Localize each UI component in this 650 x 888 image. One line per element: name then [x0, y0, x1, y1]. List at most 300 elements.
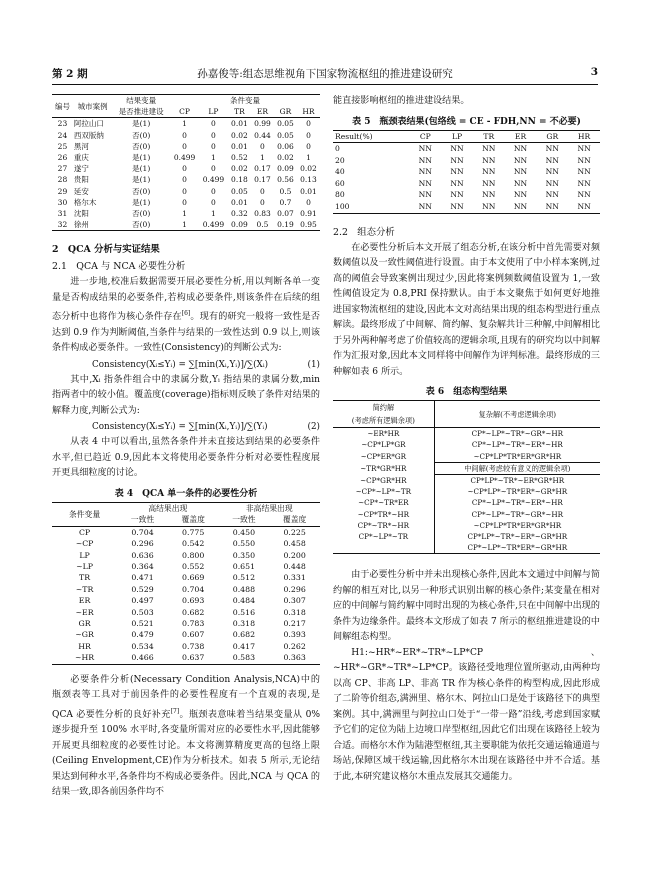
table-cell: 重庆 [73, 153, 89, 163]
table-cell: NN [450, 144, 464, 154]
table-cell: 29 [57, 186, 68, 196]
formula-1 [52, 357, 320, 373]
table-row [333, 178, 600, 190]
table-cell: 0.83 [254, 209, 271, 219]
table-row [52, 595, 320, 606]
table-cell: ~LP [76, 562, 94, 571]
table-cell: NN [418, 202, 432, 212]
table-cell: 0.497 [131, 596, 154, 606]
table-cell: 0.800 [182, 550, 205, 560]
table-row [333, 201, 600, 213]
parsimonious-solution: ~ER*HR [333, 428, 434, 440]
table-cell: 徐州 [73, 220, 89, 230]
t6-lh2: (考虑所有逻辑余项) [351, 416, 415, 426]
table-cell: 0.704 [131, 527, 154, 537]
table-cell: 1 [182, 220, 187, 230]
table-cell: 0.01 [300, 186, 317, 196]
table-cell: 0.07 [277, 209, 294, 219]
table-cell: NN [577, 202, 591, 212]
complex-solution: CP*~LP*~TR*~GR*~HR [471, 429, 564, 439]
table-cell: 100 [335, 202, 350, 212]
th-h2-4: ER [256, 107, 268, 117]
table-row [52, 208, 320, 219]
citation-7: [7] [170, 707, 180, 715]
table-cell: ~HR [74, 653, 95, 663]
table-cell: NN [482, 144, 496, 154]
paragraph-table4-summary: 从表 4 中可以看出,虽然各条件并未直接达到结果的必要条件水平,但已趋近 0.9,因此本文将使用必要条件分析对必要性程度展开更具细粒度的讨论。 [52, 437, 320, 479]
t4-h2-3: 覆盖度 [282, 515, 307, 525]
table-cell: 0 [260, 197, 265, 207]
table-cell: 31 [57, 209, 68, 219]
table-cell: 0 [211, 119, 216, 129]
table-row [333, 520, 600, 531]
table-cell: NN [545, 144, 559, 154]
th-h2-5: GR [279, 107, 292, 117]
table-cell: NN [545, 155, 559, 165]
formula-2-number: (2) [307, 422, 320, 433]
table-cell: 0.738 [182, 641, 205, 651]
table-row [333, 542, 600, 554]
formula-1-expr: Consistency(Xᵢ≤Yᵢ) = ∑[min(Xᵢ,Yᵢ)]∕∑(Xᵢ) [92, 359, 269, 370]
table-cell: NN [513, 144, 528, 154]
paragraph-continued: 能直接影响枢纽的推进建设结果。 [333, 96, 470, 106]
table-cell: 0.01 [231, 119, 248, 129]
intermediate-solution: CP*LP*~TR*~ER*~GR*HR [467, 531, 568, 541]
table-cell: 0.296 [283, 584, 306, 594]
table-row [52, 141, 320, 152]
table-row [52, 572, 320, 583]
table-cell: 0.02 [277, 153, 294, 163]
table-row [333, 462, 600, 474]
parsimonious-solution: CP*~TR*~HR [333, 520, 434, 531]
citation-6: [6] [181, 310, 191, 318]
table-cell: 是(1) [132, 175, 151, 185]
table-cell: 0.450 [232, 527, 256, 537]
table-row [333, 428, 600, 440]
table-cell: 0.484 [232, 596, 256, 606]
table-cell: 0.458 [283, 539, 306, 549]
table-cell: 1 [211, 209, 216, 219]
table-cell: 0 [211, 130, 216, 140]
table-cell: NN [418, 190, 432, 200]
table-cell: 西双版纳 [73, 130, 104, 140]
table-cell: 0.693 [182, 596, 205, 606]
left-column [52, 94, 320, 801]
table-cell: 1 [182, 119, 187, 129]
table-cell: 26 [57, 153, 68, 163]
table-row [52, 641, 320, 652]
p4-text: 必要条件分析(Necessary Condition Analysis,NCA)中的瓶颈表等工具对于前因条件的必要性程度有一个直观的表现,是 QCA 必要性分析的良好补充 [52, 674, 320, 720]
paragraph-coverage: 其中,Xᵢ 指条件组合中的隶属分数,Yᵢ 指结果的隶属分数,min 指两者中的较小值。覆盖度(coverage)指标则反映了条件对结果的解释力度,判断公式为: [52, 374, 320, 416]
table-cell: 贵阳 [73, 175, 89, 185]
table-row [52, 629, 320, 640]
table-cell: 沈阳 [73, 209, 89, 219]
bottleneck-table-body [333, 143, 600, 214]
table-cell: NN [482, 178, 496, 188]
intermediate-solution: CP*~LP*~TR*~GR*~HR [471, 509, 564, 519]
table-cell: 0.783 [182, 619, 205, 629]
table-cell: 0.534 [131, 641, 154, 651]
table-cell: 是(1) [132, 119, 151, 129]
table-cell: NN [577, 155, 591, 165]
intermediate-solution: ~CP*LP*~TR*ER*~GR*HR [467, 487, 568, 497]
table-cell: 0.499 [173, 153, 196, 163]
th-result-var: 结果变量 [126, 96, 157, 105]
page-number: 3 [590, 66, 598, 78]
table-cell: 0.669 [182, 573, 205, 583]
table-row [52, 584, 320, 595]
table-cell: 0.5 [256, 220, 269, 230]
table-cell: 0.775 [182, 527, 205, 537]
table-cell: 1 [260, 153, 265, 163]
t6-parsimonious-header [333, 401, 434, 428]
intermediate-solution: ~CP*LP*TR*ER*GR*HR [473, 520, 562, 530]
right-column [333, 94, 600, 785]
table-row [52, 550, 320, 561]
table-cell: NN [545, 202, 559, 212]
table-cell: NN [450, 178, 464, 188]
table-cell: 80 [335, 190, 345, 200]
section-2-heading: 2 QCA 分析与实证结果 [52, 244, 160, 256]
necessity-table [52, 502, 320, 665]
table-cell: 30 [57, 197, 68, 207]
table-row [333, 439, 600, 450]
table5-caption: 表 5 瓶颈表结果(包络线 = CE - FDH,NN = 不必要) [352, 116, 581, 127]
table-cell: NN [545, 178, 559, 188]
parsimonious-solution: ~CP*~LP*~TR [333, 486, 434, 497]
table-cell: 0.13 [300, 175, 317, 185]
table-cell: 否(0) [132, 130, 151, 140]
bottleneck-table-head [333, 130, 600, 143]
table-cell: 0.01 [231, 141, 248, 151]
table-cell: NN [513, 167, 528, 177]
header-title: 孙嘉俊等:组态思维视角下国家物流枢纽的推进建设研究 [197, 68, 453, 80]
table-cell: 0.499 [202, 220, 225, 230]
table-cell: 0 [182, 130, 187, 140]
table-cell: 0.503 [131, 607, 154, 617]
table-cell: 0.7 [279, 197, 292, 207]
th-h2-1: CP [179, 107, 190, 117]
table-cell: NN [418, 144, 432, 154]
p1b-text: 。现有的研究一般将一致性是否达到 0.9 作为判断阈值,当条件与结果的一致性达到 0.9 以上,则该条件构成必要条件。一致性(Consistency)的判断公式为: [52, 312, 320, 354]
table6-caption: 表 6 组态构型结果 [425, 387, 508, 398]
table-row [52, 174, 320, 185]
table-cell: NN [482, 167, 496, 177]
table-cell: 0.550 [232, 539, 256, 549]
intermediate-header: 中间解(考虑较有意义的逻辑余项) [434, 462, 600, 474]
paragraph-core-conditions: 由于必要性分析中并未出现核心条件,因此本文通过中间解与简约解的相互对比,以另一种形式识别出解的核心条件;某变量在相对应的中间解与简约解中同时出现的为核心条件,只在中间解中出现的条件为边缘条件。最终本文形成了如表 7 所示的枢纽推进建设的中间解组态构型。 [333, 570, 600, 643]
paragraph-necessity-intro [52, 275, 320, 357]
t4-h2-1: 覆盖度 [181, 515, 205, 525]
complex-solution: CP*~LP*~TR*~ER*~HR [471, 440, 563, 450]
th-h2-6: HR [302, 107, 315, 117]
table-cell: 0 [211, 141, 216, 151]
table-cell: 0 [306, 130, 311, 140]
table-cell: 0.607 [182, 630, 205, 640]
table-row [333, 166, 600, 178]
parsimonious-solution: ~CP*GR*HR [333, 474, 434, 486]
table-cell: NN [482, 190, 496, 200]
table-cell: 0 [211, 197, 216, 207]
table-cell: 0.09 [277, 164, 294, 174]
t6-lh1: 简约解 [372, 403, 395, 413]
table-cell: 0 [182, 141, 187, 151]
table-cell: 黑河 [73, 141, 89, 151]
formula-2 [52, 419, 320, 435]
table-cell: 0 [182, 175, 187, 185]
table-cell: 0.417 [232, 641, 256, 651]
table-cell: 格尔木 [73, 197, 97, 207]
table-cell: 0.529 [131, 584, 154, 594]
table-row [52, 130, 320, 141]
table-cell: 0.552 [182, 562, 205, 571]
parsimonious-solution: ~CP*TR*~HR [333, 509, 434, 520]
table-cell: NN [450, 167, 464, 177]
intermediate-solution: CP*LP*~TR*~ER*GR*HR [470, 475, 565, 485]
table-cell: 阿拉山口 [73, 119, 104, 129]
table-cell: 0 [306, 197, 311, 207]
table-cell: NN [482, 202, 496, 212]
table-row [333, 509, 600, 520]
table-cell: 0.217 [283, 619, 306, 629]
table-cell: NN [577, 178, 591, 188]
th-h2-0: 是否推进建设 [118, 107, 164, 117]
table-cell: NN [513, 155, 528, 165]
table-cell: ER [78, 596, 91, 606]
section-2-2-heading: 2.2 组态分析 [333, 226, 395, 238]
table-cell: 0.307 [283, 596, 306, 606]
case-data-table [52, 94, 320, 231]
table-cell: 遂宁 [73, 164, 89, 174]
table-cell: 0.318 [283, 607, 306, 617]
table-cell: NN [513, 190, 528, 200]
table-cell: 0.06 [277, 141, 294, 151]
parsimonious-solution: ~CP*LP*GR [333, 439, 434, 450]
t4-high-header: 高结果出现 [148, 503, 188, 513]
table-row [52, 561, 320, 572]
table-cell: 0.02 [300, 164, 317, 174]
th-condition-var: 条件变量 [230, 96, 261, 105]
parsimonious-solution [333, 542, 434, 554]
t4-nonhigh-header: 非高结果出现 [245, 503, 293, 513]
table-cell: 0.651 [232, 562, 256, 571]
table-cell: 0 [182, 197, 187, 207]
table-cell: 40 [335, 167, 345, 177]
table-cell: 60 [335, 178, 345, 188]
formula-2-expr: Consistency(Xᵢ≤Yᵢ) = ∑[min(Xᵢ,Yᵢ)]∕∑(Yᵢ) [92, 422, 268, 433]
table-cell: 0.02 [231, 164, 248, 174]
table-cell: 28 [57, 175, 68, 185]
table-cell: NN [418, 167, 432, 177]
table-cell: 0.393 [283, 630, 306, 640]
table-row [333, 486, 600, 497]
table-cell: 24 [57, 130, 68, 140]
table-row [333, 143, 600, 155]
configuration-table-body [333, 428, 600, 554]
table-row [52, 186, 320, 197]
table-cell: 0 [260, 186, 265, 196]
table-cell: 0.56 [277, 175, 294, 185]
table-cell: 0.17 [254, 175, 271, 185]
table-row [52, 152, 320, 163]
table-cell: 0.682 [182, 607, 205, 617]
t4-h2-2: 一致性 [232, 515, 256, 525]
table-cell: 0.318 [232, 619, 256, 629]
table-cell: 27 [57, 164, 68, 174]
table-header-cell: ER [514, 131, 527, 141]
table-cell: 否(0) [132, 209, 151, 219]
table-row [52, 607, 320, 618]
paragraph-nca [52, 673, 320, 801]
bottleneck-table [333, 130, 600, 214]
table-cell: 0.521 [131, 619, 154, 629]
table-cell: 0 [335, 144, 340, 154]
table-cell: 0.364 [131, 562, 154, 571]
table-cell: 0.05 [277, 119, 294, 129]
table-cell: CP [78, 527, 91, 537]
issue-number: 第 2 期 [52, 68, 88, 80]
table-cell: NN [577, 190, 591, 200]
table-cell: ~GR [75, 630, 94, 640]
table-cell: 0.200 [283, 550, 306, 560]
table-cell: 23 [57, 119, 68, 129]
t6-complex-header: 复杂解(不考虑逻辑余项) [434, 401, 600, 428]
table-header-cell: TR [483, 131, 495, 141]
p1-text: 进一步地,校准后数据需要开展必要性分析,用以判断各单一变量是否构成结果的必要条件,若构成必要条件,则该条件在后续的组态分析中也将作为核心条件存在 [52, 277, 320, 323]
table-row [52, 118, 320, 130]
table-cell: 1 [211, 153, 216, 163]
necessity-table-body [52, 526, 320, 664]
table-cell: 0 [306, 141, 311, 151]
table-cell: HR [78, 641, 91, 651]
table-cell: 0.32 [231, 209, 248, 219]
table-cell: 是(1) [132, 153, 151, 163]
table-cell: NN [418, 155, 432, 165]
table-cell: 0.583 [232, 653, 256, 663]
table-cell: 0.471 [131, 573, 154, 583]
t4-h2-0: 一致性 [130, 515, 155, 525]
parsimonious-solution: CP*~LP*~TR [333, 531, 434, 542]
table-cell: 0.262 [283, 641, 306, 651]
table-row [52, 538, 320, 549]
table-cell: 0.52 [231, 153, 248, 163]
table-row [52, 526, 320, 538]
table-cell: 0 [182, 164, 187, 174]
th-no: 编号 [52, 95, 73, 118]
table-row [333, 451, 600, 463]
table-cell: 0.296 [131, 539, 154, 549]
table-cell: NN [450, 190, 464, 200]
table-cell: NN [418, 178, 432, 188]
table-cell: 否(0) [132, 220, 151, 230]
table-cell: 0.637 [182, 653, 205, 663]
table-cell: 0 [211, 186, 216, 196]
paragraph-configuration: 在必要性分析后本文开展了组态分析,在该分析中首先需要对频数阈值以及一致性阈值进行设置。由于本文使用了中小样本案例,过高的阈值会导致案例出现过少,因此将案例频数阈值设置为 1,一致性阈值设定为 0.8,PRI 保持默认。由于本文聚焦于如何更好地推进国家物流枢纽的建设,因此本文对高结果出现的组态构型进行重点解读。最终形成了中间解、简约解、复杂解共计三种解,中间解相比于另外两种解考虑了价值较高的逻辑余项,且现有的研究均以中间解作为汇报对象,因此本文同样将中间解作为评判标准。最终形成的三种解如表 6 所示。 [333, 242, 600, 377]
table-cell: NN [545, 190, 559, 200]
table-cell: 0.5 [279, 186, 292, 196]
th-city: 城市案例 [73, 95, 112, 118]
table-cell: 0.19 [277, 220, 294, 230]
table-header-cell: LP [451, 131, 463, 141]
p4b-text: 。瓶颈表意味着当结果变量从 0% 逐步提升至 100% 水平时,各变量所需对应的必要性水平,因此能够开展更具细粒度的必要性讨论。本文将测算精度更高的包络上限(Ceiling Envelopment,CE)作为分析技术。如表 5 所示,无论结果达到何种水平,各条件均不构成必要条件。因此,NCA 与 QCA 的结果一致,即各前因条件均不 [52, 709, 320, 798]
table-cell: NN [513, 202, 528, 212]
table-cell: TR [79, 573, 91, 583]
table-cell: 0.448 [283, 562, 306, 571]
table-row [52, 197, 320, 208]
table-row [333, 189, 600, 201]
table-cell: 0.499 [202, 175, 225, 185]
table-cell: 0.516 [232, 607, 256, 617]
table-cell: 0.18 [231, 175, 248, 185]
table-cell: 0.09 [231, 220, 248, 230]
table-cell: 0.682 [232, 630, 256, 640]
parsimonious-solution: ~TR*GR*HR [333, 462, 434, 474]
table-cell: 32 [57, 220, 68, 230]
table-cell: NN [482, 155, 496, 165]
table-cell: 0.225 [283, 527, 306, 537]
table-cell: ~ER [75, 607, 94, 617]
table-cell: NN [545, 167, 559, 177]
table-cell: 延安 [73, 186, 89, 196]
table-cell: 0.17 [254, 164, 271, 174]
table-cell: 0.488 [232, 584, 256, 594]
table-cell: 0.466 [131, 653, 154, 663]
table-cell: 0.05 [231, 186, 248, 196]
parsimonious-solution: ~CP*~TR*ER [333, 497, 434, 508]
table-cell: 0.05 [277, 130, 294, 140]
table-cell: 0.704 [182, 584, 205, 594]
table-cell: 0.91 [300, 209, 317, 219]
table-cell: 否(0) [132, 186, 151, 196]
table-cell: GR [78, 619, 91, 629]
table-header-cell: CP [419, 131, 431, 141]
table-header-cell: HR [577, 131, 591, 141]
table-cell: 1 [182, 209, 187, 219]
table-header-cell: GR [546, 131, 559, 141]
table-cell: 0.512 [232, 573, 256, 583]
table-header-cell: Result(%) [335, 131, 373, 141]
table-row [333, 474, 600, 486]
table-row [333, 531, 600, 542]
table-row [52, 163, 320, 174]
table-cell: 0.02 [231, 130, 248, 140]
table-row [52, 219, 320, 231]
table-cell: 1 [306, 153, 311, 163]
table-cell: 是(1) [132, 197, 151, 207]
table-row [52, 652, 320, 664]
table-cell: NN [513, 178, 528, 188]
formula-1-number: (1) [307, 359, 320, 370]
table-cell: 是(1) [132, 164, 151, 174]
table-cell: 0.331 [283, 573, 306, 583]
table-cell: 20 [335, 155, 345, 165]
table-cell: 25 [57, 141, 68, 151]
table-cell: 0 [260, 141, 265, 151]
intermediate-solution: CP*~LP*~TR*~ER*~HR [471, 498, 563, 508]
table-row [333, 155, 600, 167]
table-cell: ~CP [75, 539, 94, 549]
table-cell: 0.01 [231, 197, 248, 207]
th-h2-3: TR [234, 107, 245, 117]
table-cell: 0.44 [254, 130, 271, 140]
table4-caption: 表 4 QCA 单一条件的必要性分析 [114, 488, 258, 499]
table-cell: 0.479 [131, 630, 154, 640]
intermediate-solution: CP*~LP*~TR*ER*~GR*HR [467, 543, 568, 553]
table-cell: 0.99 [254, 119, 271, 129]
t4-condition-header: 条件变量 [52, 502, 117, 526]
th-h2-2: LP [208, 107, 219, 117]
configuration-table [333, 400, 600, 554]
